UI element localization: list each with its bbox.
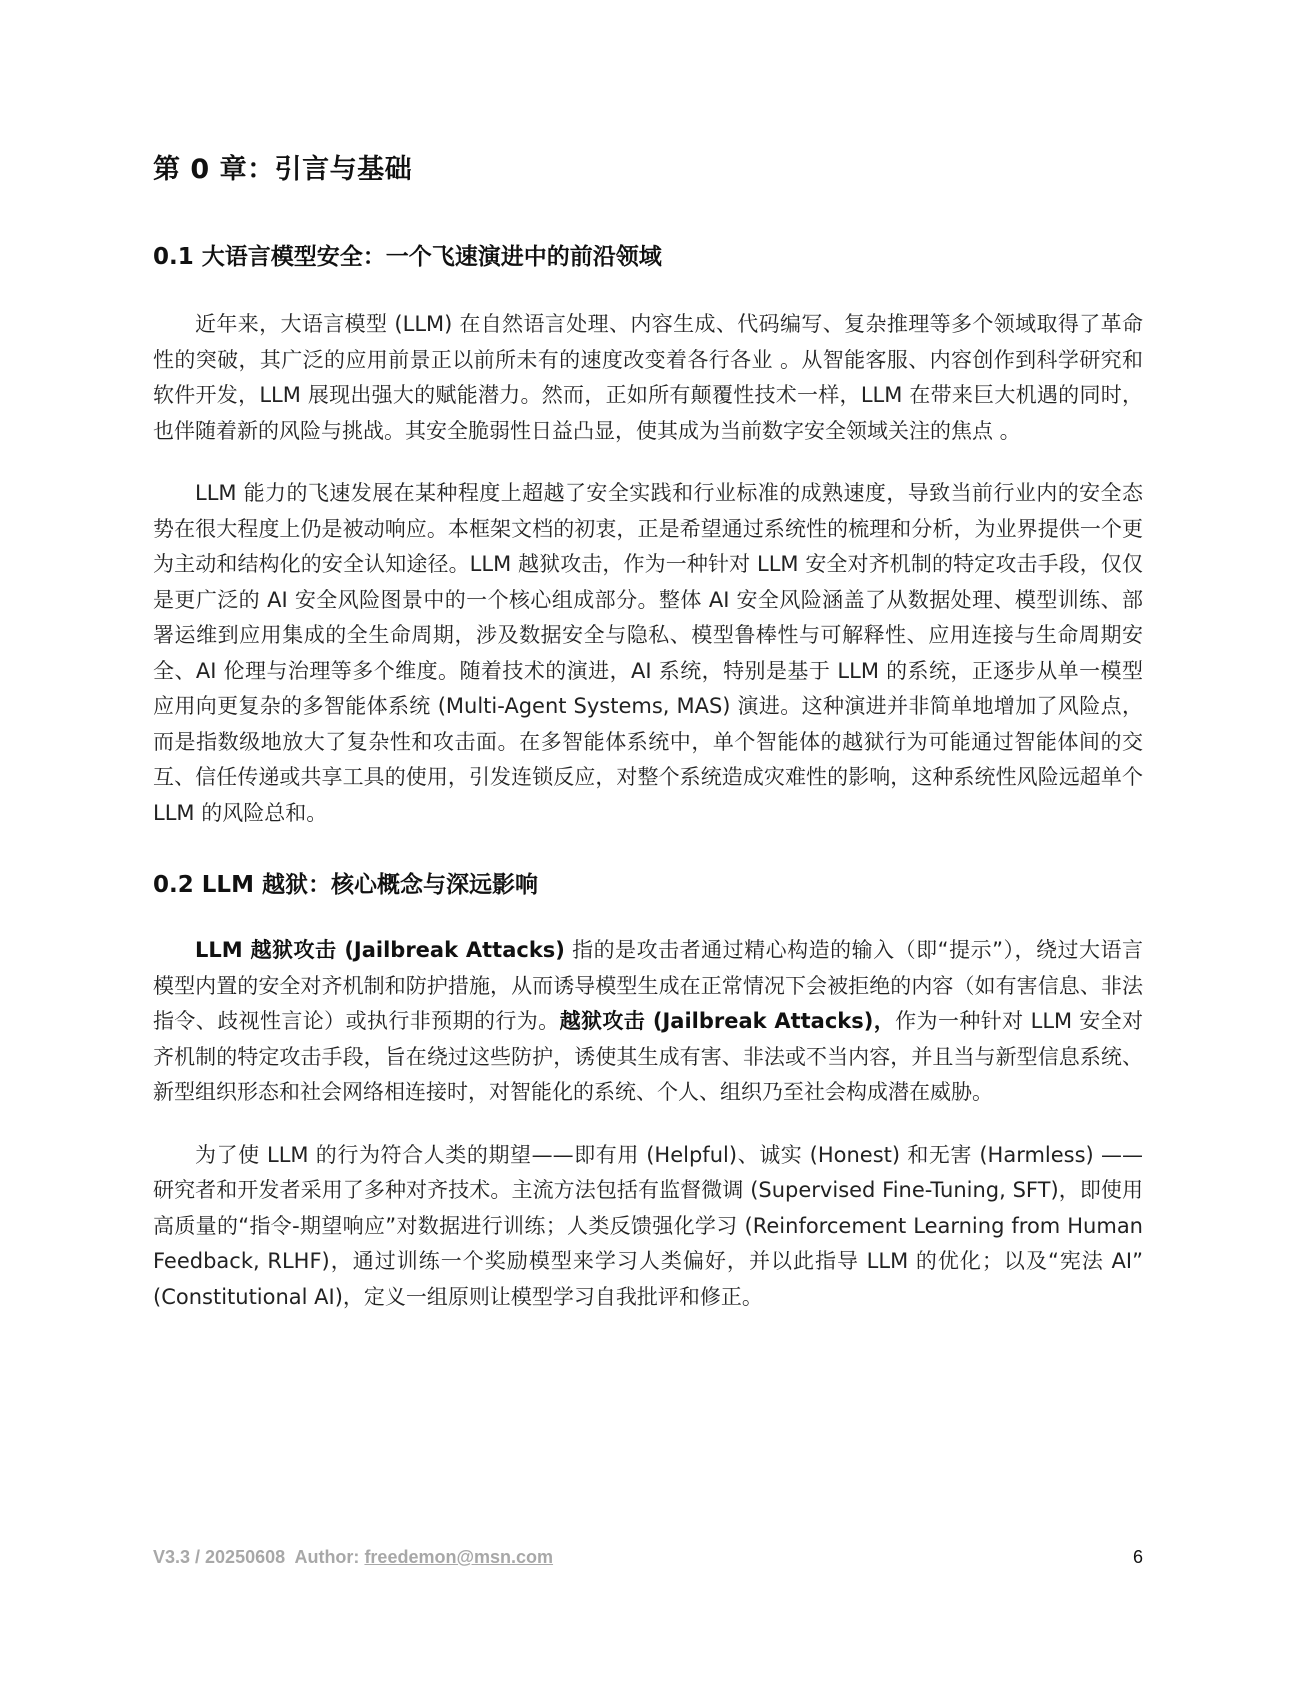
paragraph-risk-landscape: LLM 能力的飞速发展在某种程度上超越了安全实践和行业标准的成熟速度，导致当前行业内的安全态势在很大程度上仍是被动响应。本框架文档的初衷，正是希望通过系统性的梳理和分析，为业界提供一个更为主动和结构化的安全认知途径。LLM 越狱攻击，作为一种针对 LLM 安全对齐机制的特定攻击手段，仅仅是更广泛的 AI 安全风险图景中的一个核心组成部分。整体 AI 安全风险涵盖了从数据处理、模型训练、部署运维到应用集成的全生命周期，涉及数据安全与隐私、模型鲁棒性与可解释性、应用连接与生命周期安全、AI 伦理与治理等多个维度。随着技术的演进，AI 系统，特别是基于 LLM 的系统，正逐步从单一模型应用向更复杂的多智能体系统 (Multi-Agent Systems, MAS) 演进。这种演进并非简单地增加了风险点，而是指数级地放大了复杂性和攻击面。在多智能体系统中，单个智能体的越狱行为可能通过智能体间的交互、信任传递或共享工具的使用，引发连锁反应，对整个系统造成灾难性的影响，这种系统性风险远超单个 LLM 的风险总和。 [153,481,1143,825]
paragraph-intro: 近年来，大语言模型 (LLM) 在自然语言处理、内容生成、代码编写、复杂推理等多个领域取得了革命性的突破，其广泛的应用前景正以前所未有的速度改变着各行各业 。从智能客服、内容创作到科学研究和软件开发，LLM 展现出强大的赋能潜力。然而，正如所有颠覆性技术一样，LLM 在带来巨大机遇的同时，也伴随着新的风险与挑战。其安全脆弱性日益凸显，使其成为当前数字安全领域关注的焦点 。 [153,312,1143,443]
page-number: 6 [1132,1547,1143,1567]
author-email-link[interactable]: freedemon@msn.com [364,1547,554,1567]
chapter-title: 第 0 章：引言与基础 [153,154,413,185]
definition-text: 指的是攻击者通过精心构造的输入（即“提示”），绕过大语言模型内置的安全对齐机制和防护措施，从而诱导模型生成在正常情况下会被拒绝的内容（如有害信息、非法指令、歧视性言论）或执行非预期的行为。 [153,938,1144,1033]
paragraph-alignment-techniques: 为了使 LLM 的行为符合人类的期望——即有用 (Helpful)、诚实 (Honest) 和无害 (Harmless) ——研究者和开发者采用了多种对齐技术。主流方法包括有监督微调 (Supervised Fine-Tuning, SFT)，即使用高质量的“指令-期望响应”对数据进行训练；人类反馈强化学习 (Reinforcement Learning from Human Feedback, RLHF)，通过训练一个奖励模型来学习人类偏好，并以此指导 LLM 的优化；以及“宪法 AI” (Constitutional AI)，定义一组原则让模型学习自我批评和修正。 [153,1142,1143,1309]
footer-version: V3.3 / 20250608 Author: [153,1547,365,1567]
definition-text-2: 作为一种针对 LLM 安全对齐机制的特定攻击手段，旨在绕过这些防护，诱使其生成有害、非法或不当内容，并且当与新型信息系统、新型组织形态和社会网络相连接时，对智能化的系统、个人、组织乃至社会构成潜在威胁。 [153,1009,1144,1104]
footer-version-author [153,1547,553,1568]
term-jailbreak-attacks-2: 越狱攻击 (Jailbreak Attacks)， [559,1009,896,1033]
page-content [153,150,1143,1315]
term-jailbreak-attacks: LLM 越狱攻击 (Jailbreak Attacks) [195,938,565,962]
page-footer [153,1547,1143,1573]
section-heading-0-1: 0.1 大语言模型安全：一个飞速演进中的前沿领域 [153,244,662,270]
paragraph-jailbreak-definition [153,933,1143,1111]
section-heading-0-2: 0.2 LLM 越狱：核心概念与深远影响 [153,872,538,898]
